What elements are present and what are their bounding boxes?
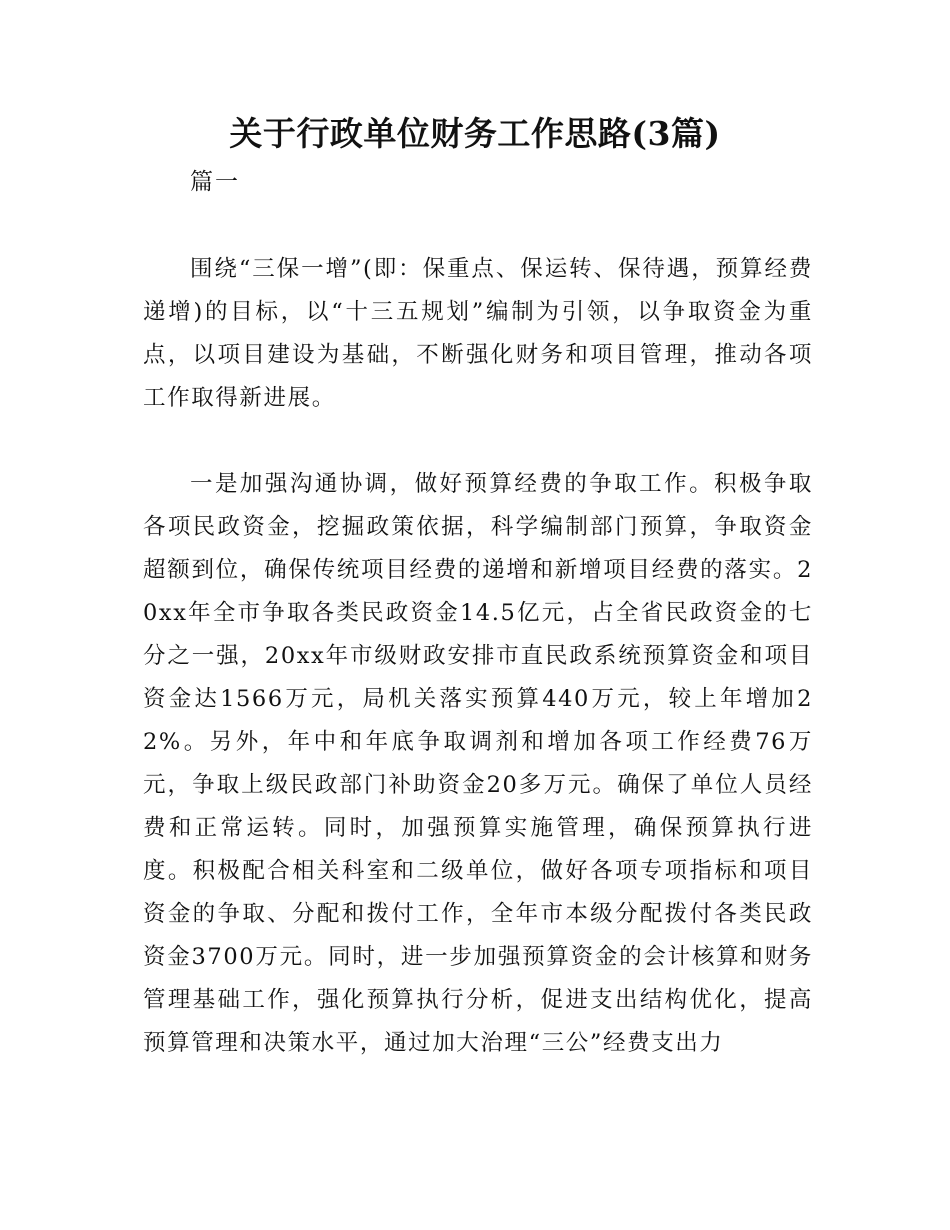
document-title: 关于行政单位财务工作思路(3篇) (229, 114, 721, 153)
paragraph-intro: 围绕“三保一增”(即：保重点、保运转、保待遇，预算经费递增)的目标，以“十三五规划”编制为引领，以争取资金为重点，以项目建设为基础，不断强化财务和项目管理，推动各项工作取得新进展。 (143, 256, 813, 411)
section-label: 篇一 (190, 169, 240, 195)
paragraph-budget: 一是加强沟通协调，做好预算经费的争取工作。积极争取各项民政资金，挖掘政策依据，科学编制部门预算，争取资金超额到位，确保传统项目经费的递增和新增项目经费的落实。20xx年全市争取各类民政资金14.5亿元，占全省民政资金的七分之一强，20xx年市级财政安排市直民政系统预算资金和项目资金达1566万元，局机关落实预算440万元，较上年增加22%。另外，年中和年底争取调剂和增加各项工作经费76万元，争取上级民政部门补助资金20多万元。确保了单位人员经费和正常运转。同时，加强预算实施管理，确保预算执行进度。积极配合相关科室和二级单位，做好各项专项指标和项目资金的争取、分配和拨付工作，全年市本级分配拨付各类民政资金3700万元。同时，进一步加强预算资金的会计核算和财务管理基础工作，强化预算执行分析，促进支出结构优化，提高预算管理和决策水平，通过加大治理“三公”经费支出力 (143, 471, 813, 1056)
